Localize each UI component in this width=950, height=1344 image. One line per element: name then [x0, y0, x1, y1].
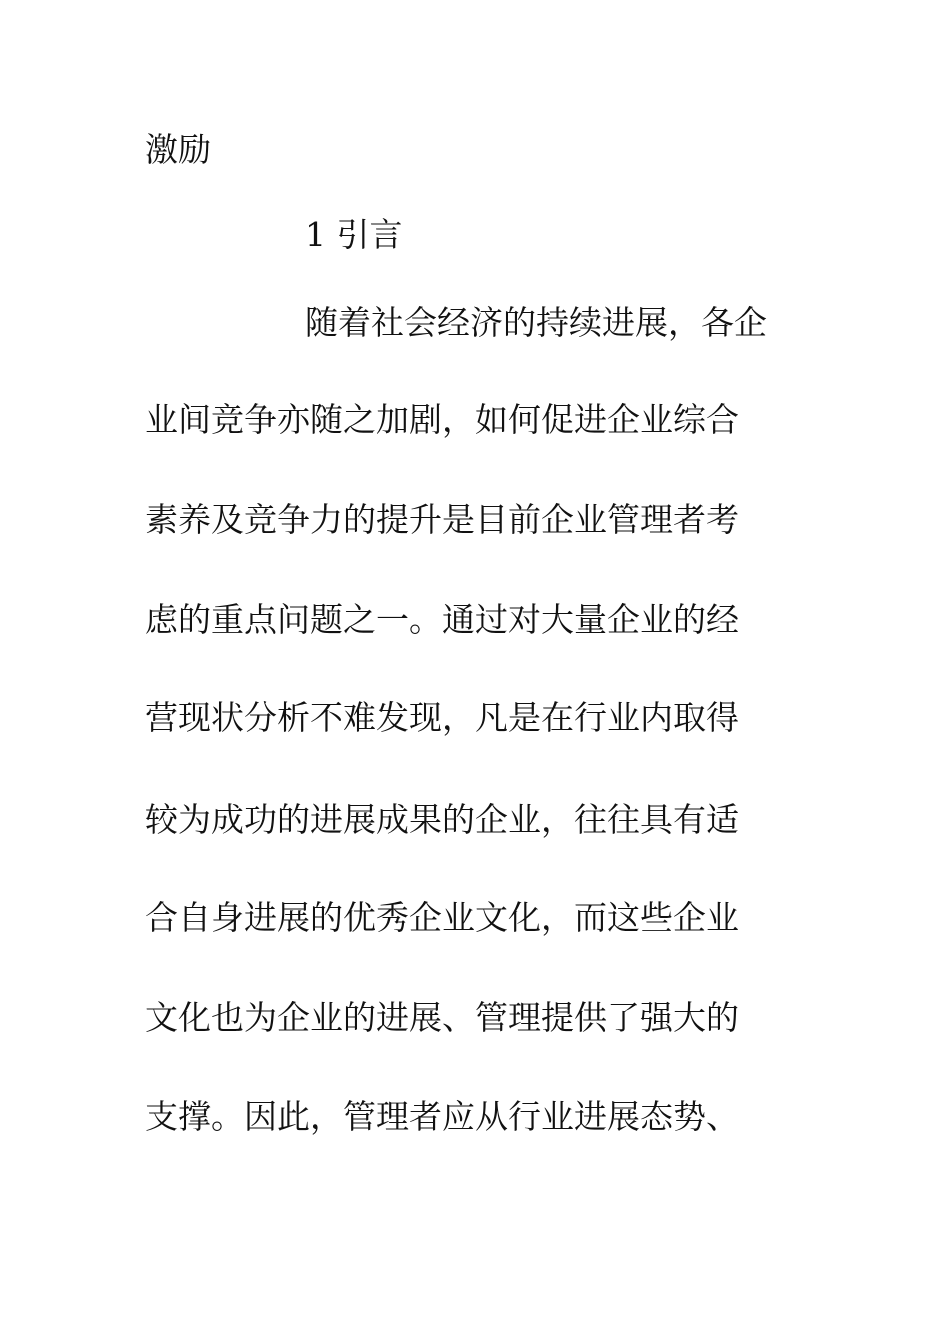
keyword-text: 激励	[145, 130, 211, 169]
paragraph-line: 业间竞争亦随之加剧，如何促进企业综合	[145, 400, 739, 439]
paragraph-line: 支撑。因此，管理者应从行业进展态势、	[145, 1097, 739, 1136]
paragraph-line: 随着社会经济的持续进展，各企	[305, 303, 767, 342]
paragraph-line: 合自身进展的优秀企业文化，而这些企业	[145, 898, 739, 937]
paragraph-line: 素养及竞争力的提升是目前企业管理者考	[145, 500, 739, 539]
paragraph-line: 营现状分析不难发现，凡是在行业内取得	[145, 698, 739, 737]
paragraph-line: 较为成功的进展成果的企业，往往具有适	[145, 800, 739, 839]
paragraph-line: 文化也为企业的进展、管理提供了强大的	[145, 998, 739, 1037]
section-heading: 1 引言	[305, 215, 403, 254]
paragraph-line: 虑的重点问题之一。通过对大量企业的经	[145, 600, 739, 639]
